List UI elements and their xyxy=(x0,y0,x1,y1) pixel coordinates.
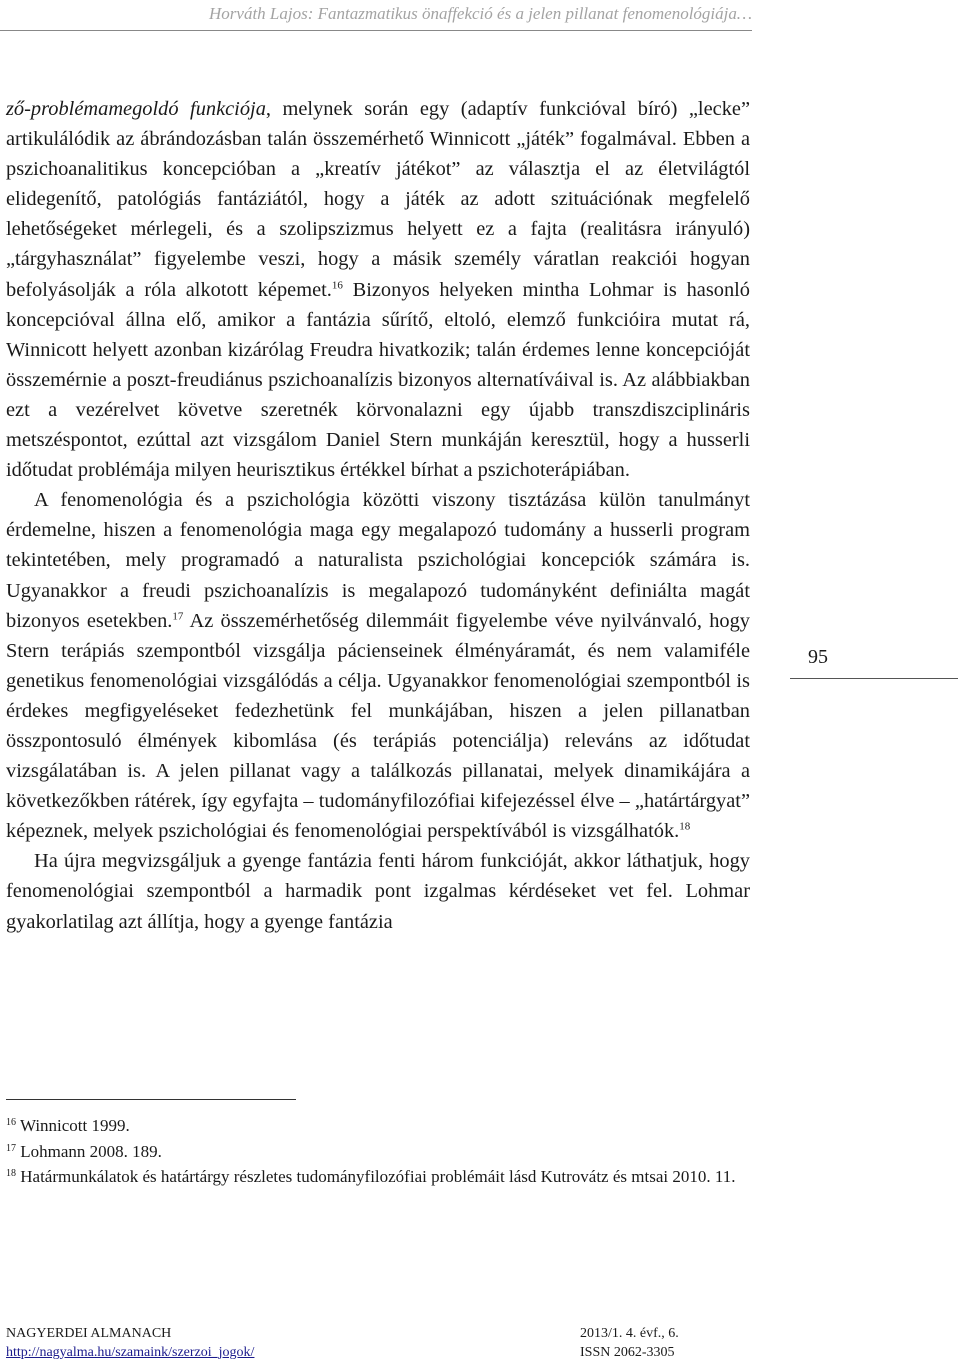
paragraph-1-text-b: Bizonyos helyeken mintha Lohmar is hasonló koncepcióval állna elő, amikor a fantázia sűrítő, eltoló, elemző funkcióira mutat rá, Winnicott helyett azonban kizárólag Freudra hivatkozik; talán érdemes lenne koncepcióját összemérnie a poszt-freudiánus pszichoanalízis bizonyos alternatíváival is. Az alábbiakban ezt a vezérelvet követve szeretnék körvonalazni egy újabb transzdiszciplináris metszéspontot, ezúttal azt vizsgálom Daniel Stern munkáján keresztül, hogy a husserli időtudat problémája milyen heurisztikus értékkel bírhat a pszichoterápiában. xyxy=(6,278,750,482)
paragraph-2-text-b: Az összemérhetőség dilemmáit figyelembe véve nyilvánvaló, hogy Stern terápiás szempontból vizsgálja pácienseinek élményáramát, és nem valamiféle genetikus fenomenológiai vizsgálódás a célja. Ugyanakkor fenomenológiai szempontból is érdekes megfigyeléseket fedezhetünk fel munkájában, hiszen a jelen pillanatban összpontosuló élmények kibomlása (és terápiás potenciálja) releváns az időtudat vizsgálatában is. A jelen pillanat vagy a találkozás pillanatai, melyek dinamikájára a következőkben rátérek, így egyfajta – tudományfilozófiai kifejezéssel élve – „határtárgyat” képeznek, melyek pszichológiai és fenomenológiai perspektívából is vizsgálhatók. xyxy=(6,609,750,843)
page-number-rule xyxy=(790,678,958,679)
main-text xyxy=(6,94,750,937)
footnote-number: 17 xyxy=(6,1142,16,1154)
footnote-ref-18[interactable]: 18 xyxy=(679,820,691,833)
italic-phrase: ző-problémamegoldó funkciója xyxy=(6,98,266,120)
footnote-text: Lohmann 2008. 189. xyxy=(20,1141,162,1161)
footnote-text: Winnicott 1999. xyxy=(19,1116,130,1135)
issue-info: 2013/1. 4. évf., 6. xyxy=(580,1326,679,1341)
footnote-number: 18 xyxy=(6,1168,16,1179)
journal-name: NAGYERDEI ALMANACH xyxy=(6,1326,172,1341)
footnote-17 xyxy=(6,1139,750,1165)
footnote-16 xyxy=(6,1113,750,1139)
copyright-link[interactable]: http://nagyalma.hu/szamaink/szerzoi_jogok/ xyxy=(6,1345,255,1360)
footnote-number: 16 xyxy=(6,1117,16,1128)
header-rule xyxy=(0,30,752,31)
footnote-text: Határmunkálatok és határtárgy részletes tudományfilozófiai problémáit lásd Kutrovátz és mtsai 2010. 11. xyxy=(20,1167,736,1186)
paragraph-3: Ha újra megvizsgáljuk a gyenge fantázia fenti három funkcióját, akkor láthatjuk, hogy fenomenológiai szempontból a harmadik pont izgalmas kérdéseket vet fel. Lohmar gyakorlatilag azt állítja, hogy a gyenge fantázia xyxy=(6,850,750,933)
footnote-ref-17[interactable]: 17 xyxy=(172,609,184,622)
running-title: Horváth Lajos: Fantazmatikus önaffekció és a jelen pillanat fenomenológiája… xyxy=(209,4,752,23)
paragraph-2 xyxy=(6,485,750,846)
footnote-ref-16[interactable]: 16 xyxy=(331,278,343,291)
paragraph-1-text-a: , melynek során egy (adaptív funkcióval bíró) „lecke” artikulálódik az ábrándozásban talán összemérhető Winnicott „játék” fogalmával. Ebben a pszichoanalitikus koncepcióban a „kreatív játékot” az választja el az életvilágtól elidegenítő, patológiás fantáziától, hogy a játék az adott szituációnak megfelelő lehetőségeket mérlegeli, és a szolipszizmus helyett ez a fajta (realitásra irányuló) „tárgyhasználat” figyelembe veszi, hogy a másik személy váratlan reakciói hogyan befolyásolják a róla alkotott képemet. xyxy=(6,98,750,301)
page-number: 95 xyxy=(808,646,828,668)
footnote-separator xyxy=(6,1099,296,1100)
paragraph-2-text-a: A fenomenológia és a pszichológia közötti viszony tisztázása külön tanulmányt érdemelne, hiszen a fenomenológia maga egy megalapozó tudomány a husserli program tekintetében, mely programadó a naturalista pszichológiai koncepciók számára is. Ugyanakkor a freudi pszichoanalízis is megalapozó tudományként definiálta magát bizonyos esetekben. xyxy=(6,489,750,632)
footer-right xyxy=(580,1324,679,1362)
issn: ISSN 2062-3305 xyxy=(580,1345,675,1360)
footnotes xyxy=(6,1113,750,1190)
running-header xyxy=(0,0,960,30)
paragraph-1 xyxy=(6,94,750,485)
footer-left xyxy=(6,1324,254,1362)
footnote-18 xyxy=(6,1164,750,1190)
